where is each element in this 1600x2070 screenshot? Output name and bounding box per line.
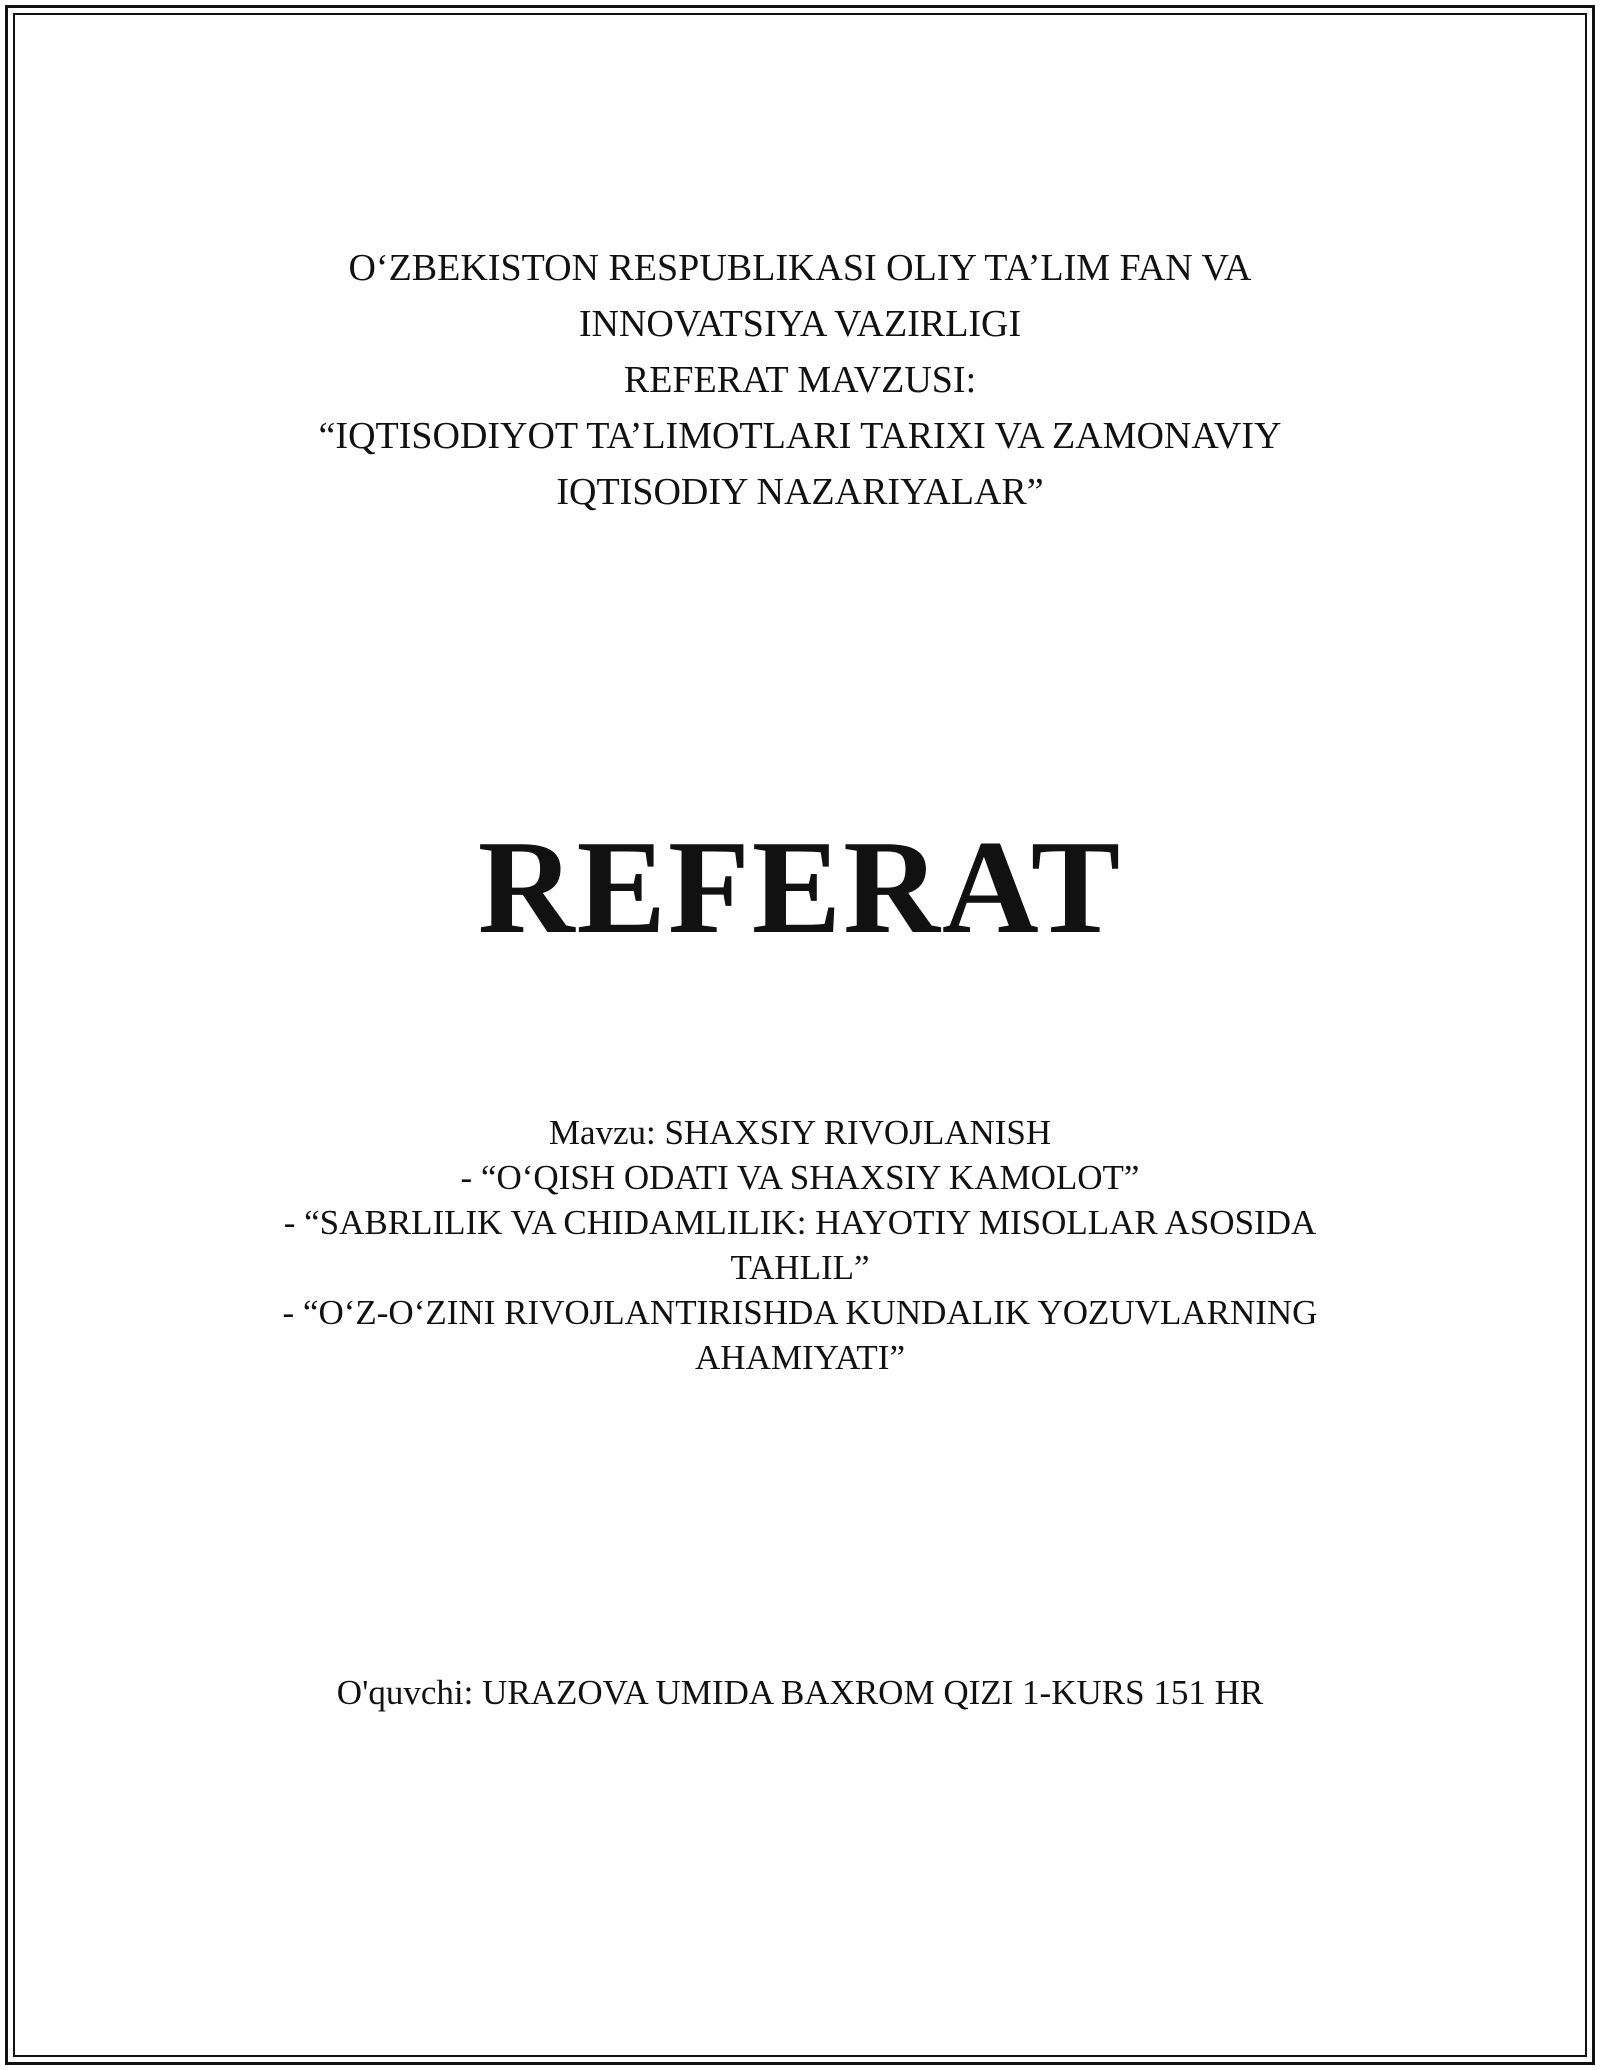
student-info: O'quvchi: URAZOVA UMIDA BAXROM QIZI 1-KURS 151 HR — [336, 1673, 1264, 1712]
topic-section — [180, 1110, 1420, 1380]
topic-line: AHAMIYATI” — [695, 1338, 905, 1377]
header-line: REFERAT MAVZUSI: — [623, 359, 977, 401]
header-line: INNOVATSIYA VAZIRLIGI — [578, 303, 1022, 345]
header-line: “IQTISODIYOT TA’LIMOTLARI TARIXI VA ZAMONAVIY — [318, 415, 1282, 457]
topic-line: - “O‘QISH ODATI VA SHAXSIY KAMOLOT” — [460, 1158, 1140, 1197]
topic-line: Mavzu: SHAXSIY RIVOJLANISH — [548, 1113, 1052, 1152]
topic-line: - “O‘Z-O‘ZINI RIVOJLANTIRISHDA KUNDALIK YOZUVLARNING — [282, 1293, 1318, 1332]
header-line: IQTISODIY NAZARIYALAR” — [556, 471, 1044, 513]
header-line: O‘ZBEKISTON RESPUBLIKASI OLIY TA’LIM FAN VA — [348, 247, 1252, 289]
ministry-header — [180, 240, 1420, 520]
topic-line: - “SABRLILIK VA CHIDAMLILIK: HAYOTIY MISOLLAR ASOSIDA — [283, 1203, 1317, 1242]
topic-line: TAHLIL” — [730, 1248, 870, 1287]
document-title: REFERAT — [477, 813, 1123, 961]
